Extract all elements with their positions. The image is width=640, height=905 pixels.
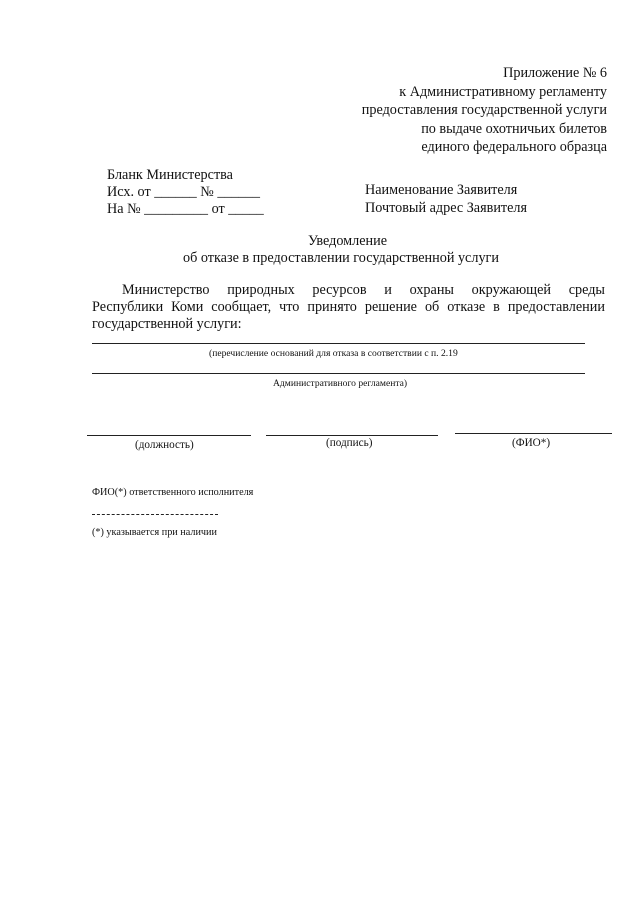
body-line-1-word: окружающей bbox=[471, 282, 551, 298]
body-line-2-word: в bbox=[493, 299, 500, 315]
name-label: (ФИО*) bbox=[512, 437, 551, 449]
reference-number-line: На № _________ от _____ bbox=[107, 201, 264, 217]
reasons-caption-2: Административного регламента) bbox=[273, 378, 408, 389]
body-line-1-word: ресурсов bbox=[312, 282, 367, 298]
body-line-2-word: решение bbox=[364, 299, 417, 315]
body-line-2-word: предоставлении bbox=[507, 299, 605, 315]
applicant-block bbox=[365, 182, 527, 217]
body-line-2-word: Республики bbox=[92, 299, 164, 315]
body-line-1-word: природных bbox=[227, 282, 295, 298]
appendix-tickets: по выдаче охотничьих билетов bbox=[421, 120, 607, 137]
notice-title bbox=[0, 233, 640, 267]
notice-body-line-1 bbox=[92, 282, 605, 299]
position-label: (должность) bbox=[135, 439, 194, 451]
executor-label: ФИО(*) ответственного исполнителя bbox=[92, 487, 254, 498]
notice-heading: Уведомление bbox=[307, 233, 388, 249]
body-line-1-word: Министерство bbox=[122, 282, 210, 298]
body-line-2-word: сообщает, bbox=[211, 299, 272, 315]
applicant-address: Почтовый адрес Заявителя bbox=[365, 199, 528, 216]
body-line-2-word: об bbox=[424, 299, 440, 315]
position-line bbox=[87, 435, 251, 436]
body-line-1-word: среды bbox=[568, 282, 605, 298]
notice-body-line-3: государственной услуги: bbox=[92, 316, 242, 332]
reasons-line-2 bbox=[92, 373, 585, 374]
body-line-2-word: отказе bbox=[447, 299, 486, 315]
signature-line bbox=[266, 435, 438, 436]
appendix-regulation: к Административному регламенту bbox=[399, 83, 607, 100]
body-line-2-word: Коми bbox=[171, 299, 204, 315]
appendix-header bbox=[362, 64, 607, 157]
appendix-number: Приложение № 6 bbox=[503, 65, 607, 81]
signature-label: (подпись) bbox=[326, 437, 373, 449]
reasons-line-1 bbox=[92, 343, 585, 344]
ministry-form-label: Бланк Министерства bbox=[107, 167, 233, 183]
body-line-1-word: и bbox=[384, 282, 392, 298]
name-line bbox=[455, 433, 612, 434]
notice-subheading: об отказе в предоставлении государственной услуги bbox=[183, 250, 499, 266]
body-line-2-word: принято bbox=[307, 299, 357, 315]
appendix-format: единого федерального образца bbox=[421, 139, 607, 156]
appendix-service: предоставления государственной услуги bbox=[361, 102, 607, 119]
body-line-2-word: что bbox=[279, 299, 300, 315]
applicant-name: Наименование Заявителя bbox=[365, 182, 518, 198]
ministry-letterhead bbox=[107, 167, 264, 218]
reasons-caption-1: (перечисление оснований для отказа в соответствии с п. 2.19 bbox=[209, 348, 458, 359]
notice-body-line-2 bbox=[92, 299, 605, 316]
outgoing-number-line: Исх. от ______ № ______ bbox=[107, 184, 260, 200]
footnote-separator bbox=[92, 514, 218, 515]
body-line-1-word: охраны bbox=[409, 282, 454, 298]
notice-body bbox=[92, 282, 605, 333]
footnote-text: (*) указывается при наличии bbox=[92, 527, 217, 538]
